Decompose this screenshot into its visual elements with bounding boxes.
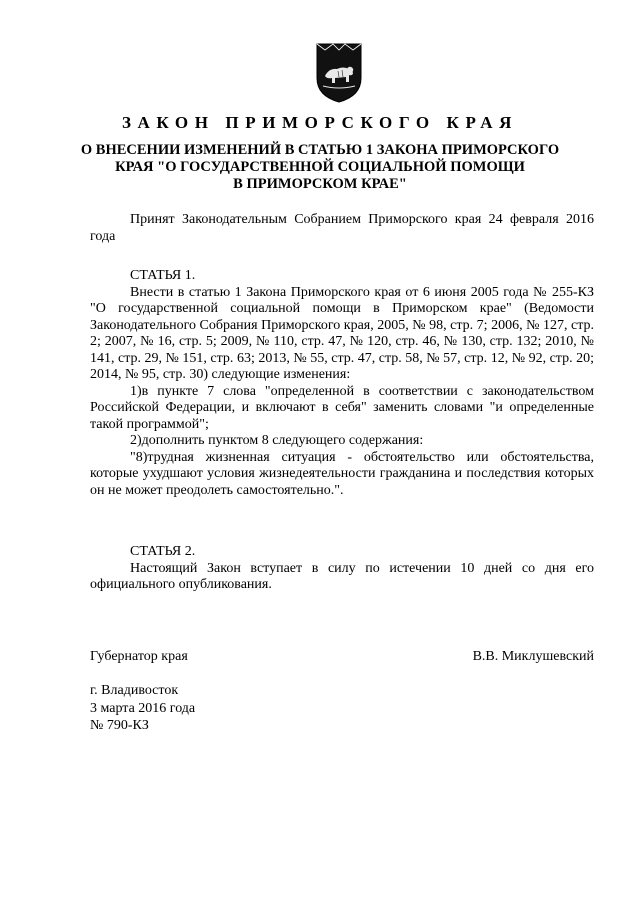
article-2 — [90, 544, 594, 594]
signatory-position: Губернатор края — [90, 649, 188, 664]
article-1-item-2: 2)дополнить пунктом 8 следующего содержания: — [130, 433, 424, 448]
article-2-text: Настоящий Закон вступает в силу по истечении 10 дней со дня его официального опубликования. — [90, 560, 594, 592]
article-1-item-2-text: "8)трудная жизненная ситуация - обстоятельство или обстоятельства, которые ухудшают условия жизнедеятельности гражданина и последствия которых он не может преодолеть самостоятельно.". — [90, 449, 594, 498]
subtitle-line: О ВНЕСЕНИИ ИЗМЕНЕНИЙ В СТАТЬЮ 1 ЗАКОНА ПРИМОРСКОГО — [80, 142, 560, 158]
law-title: ЗАКОН ПРИМОРСКОГО КРАЯ — [121, 113, 519, 132]
issue-place: г. Владивосток — [90, 683, 179, 698]
subtitle-line: В ПРИМОРСКОМ КРАЕ" — [233, 176, 407, 192]
adoption-text: Принят Законодательным Собранием Приморского края 24 февраля 2016 года — [90, 212, 594, 244]
issue-date: 3 марта 2016 года — [90, 700, 196, 716]
article-1-heading: СТАТЬЯ 1. — [130, 268, 196, 283]
article-2-heading: СТАТЬЯ 2. — [130, 544, 196, 559]
article-1-item-1: 1)в пункте 7 слова "определенной в соответствии с законодательством Российской Федерации, и включают в себя" заменить словами "и определенные такой программой"; — [90, 383, 594, 432]
article-1-intro: Внести в статью 1 Закона Приморского края от 6 июня 2005 года № 255-КЗ "О государственной социальной помощи в Приморском крае" (Ведомости Законодательного Собрания Приморского края, 2005, № 98, стр. 7; 2006, № 127, стр. 2; 2007, № 16, стр. 5; 2009, № 110, стр. 47, № 120, стр. 46, № 130, стр. 132; 2010, № 141, стр. 29, № 151, стр. 63; 2013, № 55, стр. 47, стр. 58, № 57, стр. 12, № 92, стр. 20; 2014, № 95, стр. 30) следующие изменения: — [90, 284, 594, 382]
coat-of-arms-emblem — [313, 42, 365, 104]
law-number: № 790-КЗ — [90, 718, 149, 733]
issue-details — [90, 682, 195, 735]
subtitle-line: КРАЯ "О ГОСУДАРСТВЕННОЙ СОЦИАЛЬНОЙ ПОМОЩИ — [115, 159, 525, 175]
law-subtitle — [60, 142, 580, 193]
signatory-name: В.В. Миклушевский — [472, 649, 594, 664]
article-1 — [90, 268, 594, 499]
adoption-note — [90, 212, 594, 245]
